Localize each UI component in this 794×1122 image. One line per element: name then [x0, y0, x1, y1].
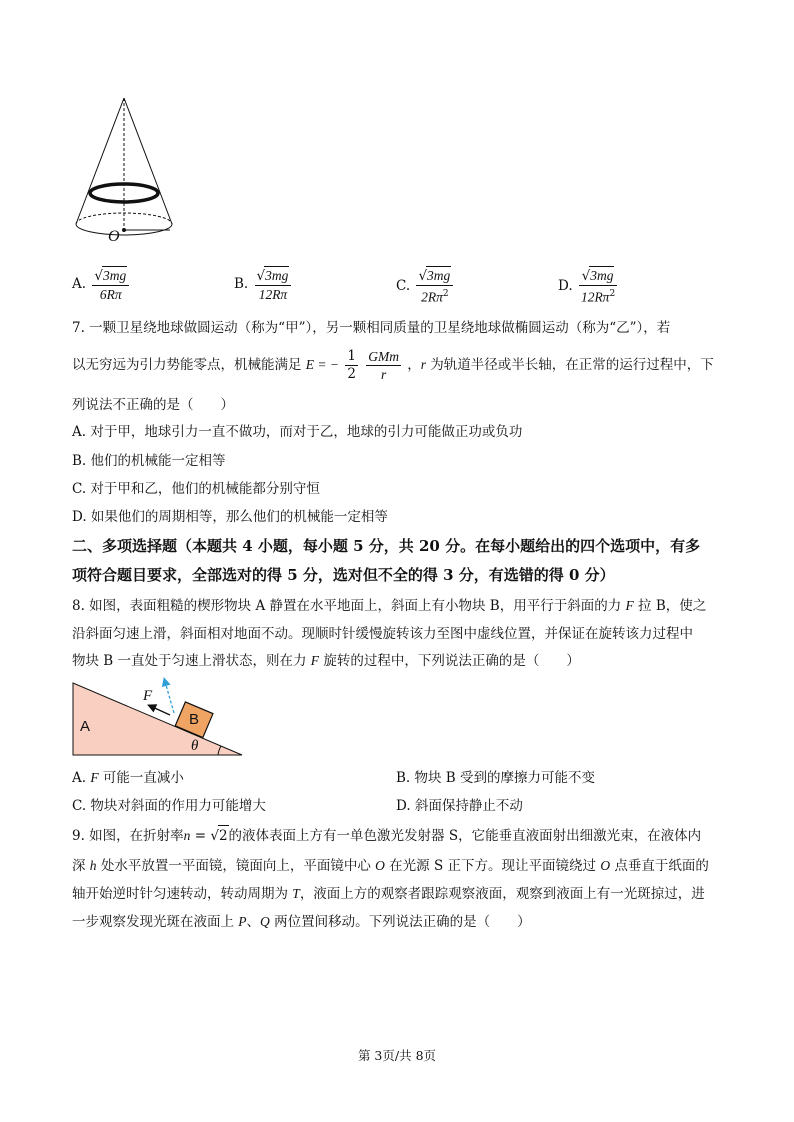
q8-option-a[interactable]: A. F 可能一直减小 — [72, 770, 184, 786]
q8-line-3: 物块 B 一直处于匀速上滑状态，则在力 F 旋转的过程中，下列说法正确的是（ ） — [72, 653, 580, 669]
cone-figure — [70, 92, 182, 252]
q7-formula-lhs: E = − — [305, 357, 340, 372]
q6-option-d[interactable]: D. $\frac{√3mg}{12R\pi^2}$ — [558, 268, 616, 305]
q7-line-2: 以无穷远为引力势能零点，机械能满足 E = − $\frac{1}{2}$ $\frac{\text{GMm}}{r}$ ，r 为轨道半径或半长轴，在正常的运行过程中，下 — [72, 348, 714, 382]
incline-label-f: F — [143, 688, 153, 704]
q9-line-1: 9. 如图，在折射率n = √2的液体表面上方有一单色激光发射器 S，它能垂直液面射出细激光束，在液体内 — [72, 825, 701, 846]
page-footer: 第 3页/共 8页 — [357, 1048, 437, 1063]
incline-label-a: A — [80, 718, 91, 735]
q7-option-b[interactable]: B. 他们的机械能一定相等 — [72, 453, 226, 469]
q7-option-c[interactable]: C. 对于甲和乙，他们的机械能都分别守恒 — [72, 481, 320, 497]
q6-option-b[interactable]: B. $\frac{√3mg}{12R\pi}$ — [234, 266, 293, 303]
q8-line-2: 沿斜面匀速上滑，斜面相对地面不动。现顺时针缓慢旋转该力至图中虚线位置，并保证在旋转该力过程中 — [72, 626, 693, 642]
incline-label-b: B — [189, 711, 200, 728]
q9-line-3: 轴开始逆时针匀速转动，转动周期为 T，液面上方的观察者跟踪观察液面，观察到液面上有一光斑掠过，进 — [72, 886, 705, 902]
q8-option-d[interactable]: D. 斜面保持静止不动 — [396, 798, 523, 814]
q7-option-d[interactable]: D. 如果他们的周期相等，那么他们的机械能一定相等 — [72, 509, 388, 525]
section-2-heading-line-1: 二、多项选择题（本题共 4 小题，每小题 5 分，共 20 分。在每小题给出的四个选项中，有多 — [72, 537, 701, 555]
q7-line-1: 7. 一颗卫星绕地球做圆运动（称为“甲”），另一颗相同质量的卫星绕地球做椭圆运动（称为“乙”），若 — [72, 320, 671, 336]
q8-option-b[interactable]: B. 物块 B 受到的摩擦力可能不变 — [396, 770, 596, 786]
q6-option-c[interactable]: C. $\frac{√3mg}{2R\pi^2}$ — [396, 266, 455, 307]
incline-label-theta: θ — [191, 738, 199, 754]
q8-line-1: 8. 如图，表面粗糙的楔形物块 A 静置在水平地面上，斜面上有小物块 B，用平行于斜面的力 F 拉 B，使之 — [72, 598, 707, 614]
q9-line-2: 深 h 处水平放置一平面镜，镜面向上，平面镜中心 O 在光源 S 正下方。现让平面镜绕过 O 点垂直于纸面的 — [72, 858, 709, 874]
q7-line-3: 列说法不正确的是（ ） — [72, 397, 234, 413]
q8-option-c[interactable]: C. 物块对斜面的作用力可能增大 — [72, 798, 266, 814]
incline-figure — [70, 674, 250, 760]
cone-label-o: O — [108, 228, 120, 245]
q9-line-4: 一步观察发现光斑在液面上 P、Q 两位置间移动。下列说法正确的是（ ） — [72, 914, 531, 930]
q6-option-a[interactable]: A. $\frac{√3mg}{6R\pi}$ — [72, 266, 131, 303]
q7-option-a[interactable]: A. 对于甲，地球引力一直不做功，而对于乙，地球的引力可能做正功或负功 — [72, 424, 523, 440]
section-2-heading-line-2: 项符合题目要求，全部选对的得 5 分，选对但不全的得 3 分，有选错的得 0 分） — [72, 566, 615, 584]
